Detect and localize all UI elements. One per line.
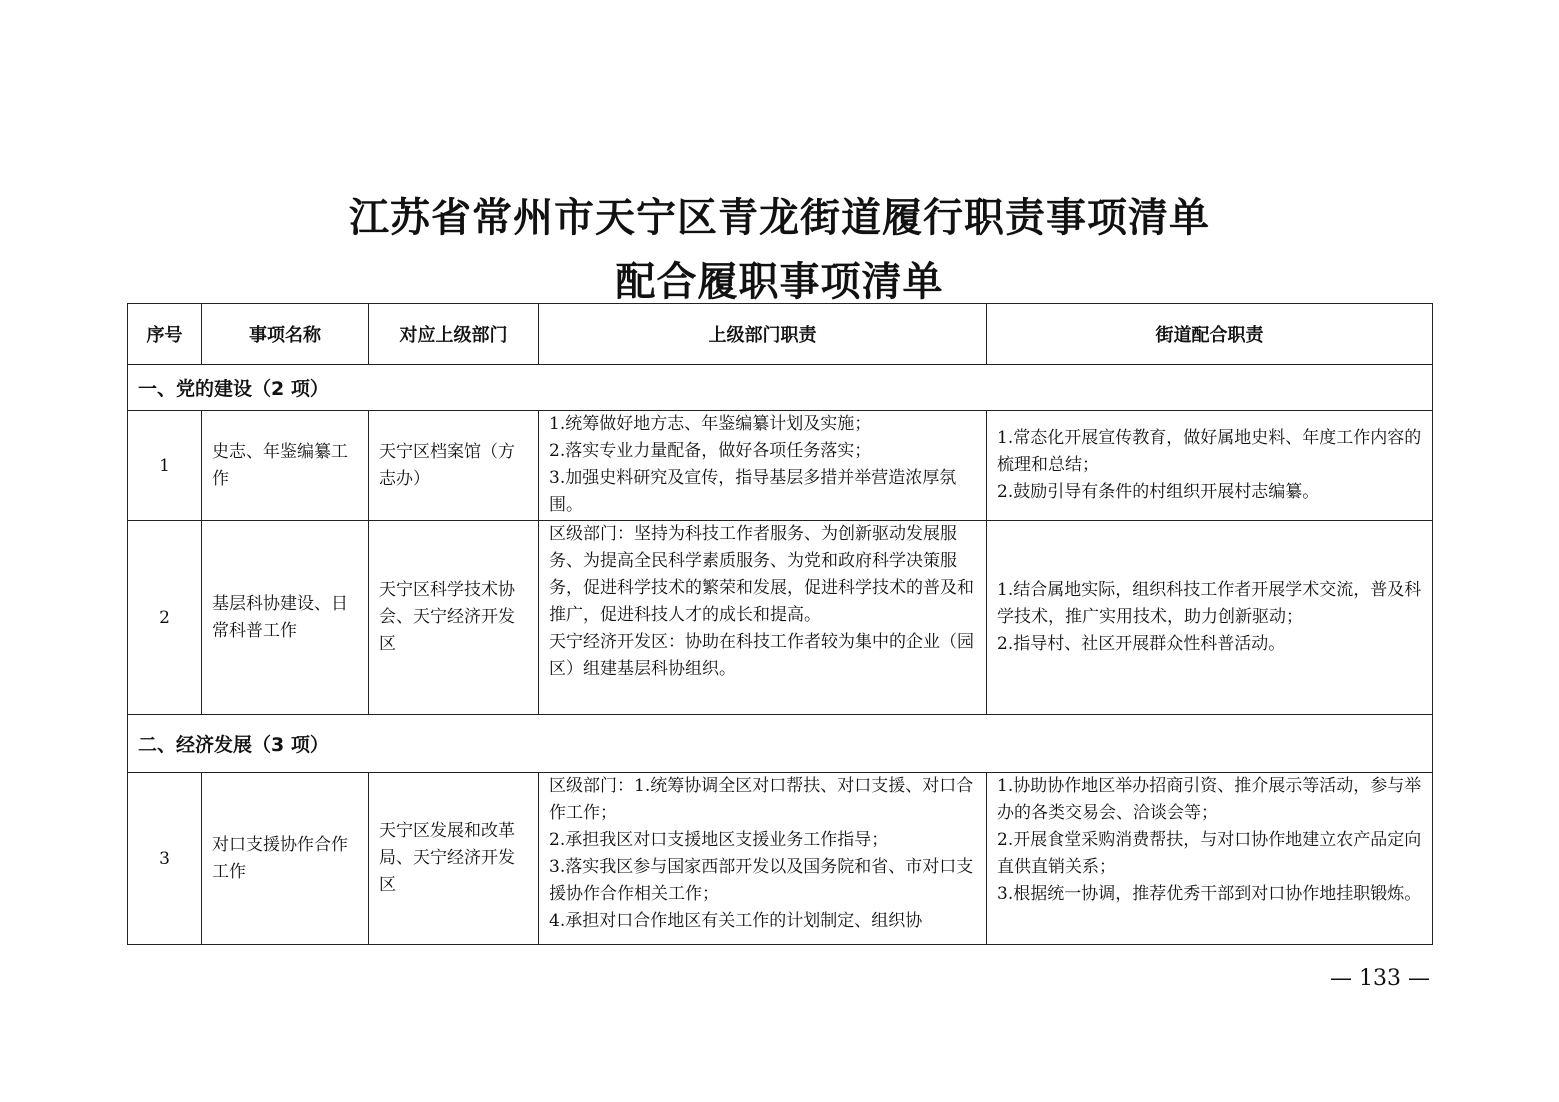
section-row [128, 365, 1433, 411]
row-dept-duty [539, 773, 987, 945]
header-seq: 序号 [128, 304, 202, 365]
dept-duty-line: 区级部门：1.统筹协调全区对口帮扶、对口支援、对口合作工作； [549, 776, 974, 823]
dept-duty-line: 3.加强史料研究及宣传，指导基层多措并举营造浓厚氛围。 [549, 468, 957, 515]
dept-duty-line: 天宁经济开发区：协助在科技工作者较为集中的企业（园区）组建基层科协组织。 [549, 632, 974, 679]
page-number: — 133 — [1330, 966, 1430, 991]
row-dept-duty [539, 411, 987, 521]
street-duty-line: 2.鼓励引导有条件的村组织开展村志编纂。 [997, 482, 1320, 502]
dept-duty-line: 3.落实我区参与国家西部开发以及国务院和省、市对口支援协作合作相关工作； [549, 857, 974, 904]
street-duty-line: 1.协助协作地区举办招商引资、推介展示等活动，参与举办的各类交易会、洽谈会等； [997, 776, 1422, 823]
row-item-name: 基层科协建设、日常科普工作 [202, 521, 369, 715]
street-duty-line: 3.根据统一协调，推荐优秀干部到对口协作地挂职锻炼。 [997, 884, 1422, 904]
header-dept-duty: 上级部门职责 [539, 304, 987, 365]
header-row [128, 304, 1433, 365]
header-name: 事项名称 [202, 304, 369, 365]
section-row [128, 715, 1433, 773]
street-duty-line: 2.开展食堂采购消费帮扶，与对口协作地建立农产品定向直供直销关系； [997, 830, 1422, 877]
header-dept: 对应上级部门 [369, 304, 539, 365]
header-street-duty: 街道配合职责 [987, 304, 1433, 365]
row-dept: 天宁区发展和改革局、天宁经济开发区 [369, 773, 539, 945]
row-street-duty [987, 773, 1433, 945]
street-duty-line: 2.指导村、社区开展群众性科普活动。 [997, 634, 1286, 654]
table-row [128, 773, 1433, 945]
dept-duty-line: 4.承担对口合作地区有关工作的计划制定、组织协 [549, 911, 923, 931]
section-heading: 一、党的建设（2 项） [128, 365, 1433, 411]
table-row [128, 411, 1433, 521]
document-subtitle: 配合履职事项清单 [615, 258, 944, 305]
duty-table [127, 303, 1433, 945]
dept-duty-line: 区级部门：坚持为科技工作者服务、为创新驱动发展服务、为提高全民科学素质服务、为党和政府科学决策服务，促进科学技术的繁荣和发展，促进科学技术的普及和推广，促进科技人才的成长和提高。 [549, 524, 974, 625]
dept-duty-line: 1.统筹做好地方志、年鉴编纂计划及实施； [549, 414, 872, 434]
row-dept: 天宁区档案馆（方志办） [369, 411, 539, 521]
row-seq: 1 [128, 411, 202, 521]
row-item-name: 对口支援协作合作工作 [202, 773, 369, 945]
row-dept: 天宁区科学技术协会、天宁经济开发区 [369, 521, 539, 715]
document-title: 江苏省常州市天宁区青龙街道履行职责事项清单 [349, 194, 1210, 241]
row-item-name: 史志、年鉴编纂工作 [202, 411, 369, 521]
row-street-duty [987, 521, 1433, 715]
table-row [128, 521, 1433, 715]
dept-duty-line: 2.承担我区对口支援地区支援业务工作指导； [549, 830, 889, 850]
row-dept-duty [539, 521, 987, 715]
row-street-duty [987, 411, 1433, 521]
street-duty-line: 1.结合属地实际，组织科技工作者开展学术交流，普及科学技术，推广实用技术，助力创新驱动； [997, 580, 1422, 627]
dept-duty-line: 2.落实专业力量配备，做好各项任务落实； [549, 441, 872, 461]
row-seq: 2 [128, 521, 202, 715]
street-duty-line: 1.常态化开展宣传教育，做好属地史料、年度工作内容的梳理和总结； [997, 428, 1422, 475]
row-seq: 3 [128, 773, 202, 945]
section-heading: 二、经济发展（3 项） [128, 715, 1433, 773]
